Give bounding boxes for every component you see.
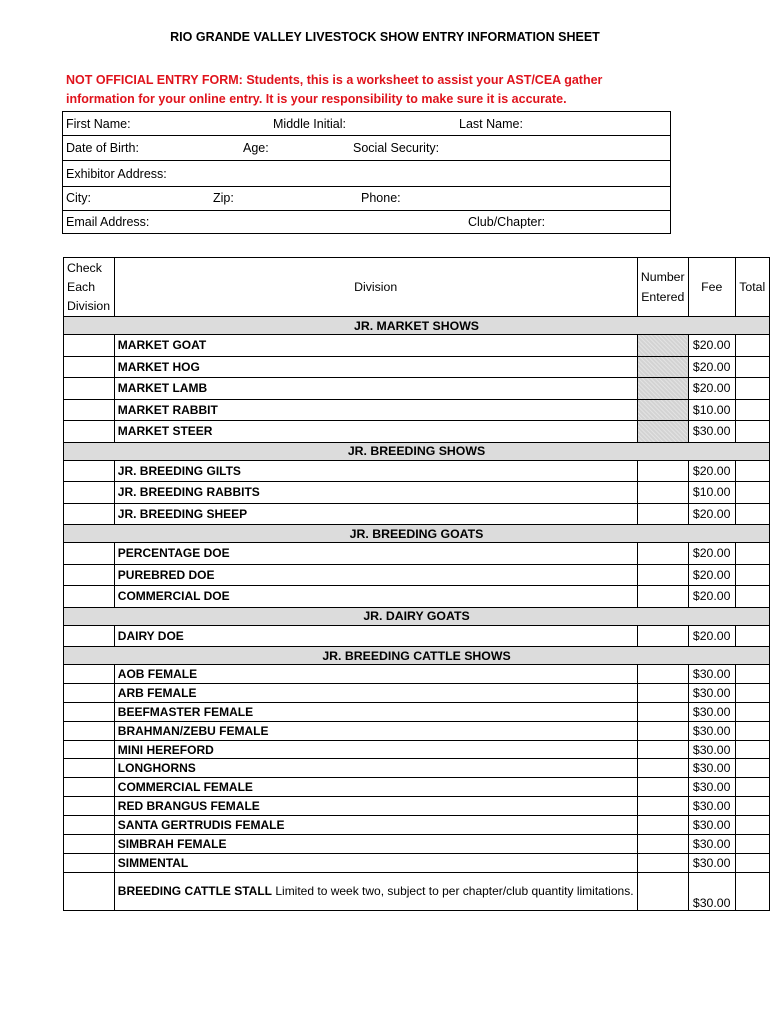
total-cell[interactable] — [735, 740, 770, 759]
division-name: BEEFMASTER FEMALE — [114, 702, 637, 721]
fee-cell: $30.00 — [688, 778, 735, 797]
number-entered-cell[interactable] — [637, 335, 688, 357]
last-name-label: Last Name: — [459, 117, 523, 131]
division-name: JR. BREEDING RABBITS — [114, 482, 637, 504]
total-cell[interactable] — [735, 543, 770, 565]
section-header-row — [64, 442, 770, 460]
division-name: LONGHORNS — [114, 759, 637, 778]
total-cell[interactable] — [735, 778, 770, 797]
first-name-label: First Name: — [66, 117, 131, 131]
section-header-row — [64, 647, 770, 665]
division-name: MARKET GOAT — [114, 335, 637, 357]
table-row — [64, 482, 770, 504]
number-entered-cell[interactable] — [637, 778, 688, 797]
header-check-each-division: Check Each Division — [64, 258, 115, 317]
table-row — [64, 564, 770, 586]
check-cell[interactable] — [64, 853, 115, 872]
fee-cell: $20.00 — [688, 586, 735, 608]
division-entry-table — [63, 257, 770, 911]
check-cell[interactable] — [64, 503, 115, 525]
email-label: Email Address: — [66, 215, 150, 229]
table-row — [64, 853, 770, 872]
fee-cell: $30.00 — [688, 759, 735, 778]
warning-line-1: NOT OFFICIAL ENTRY FORM: Students, this is a worksheet to assist your AST/CEA gather — [66, 73, 603, 87]
check-cell[interactable] — [64, 543, 115, 565]
division-note: Limited to week two, subject to per chapter/club quantity limitations. — [272, 883, 634, 898]
table-row — [64, 702, 770, 721]
check-cell[interactable] — [64, 460, 115, 482]
number-entered-cell[interactable] — [637, 872, 688, 910]
info-row-birth — [63, 136, 670, 161]
table-row — [64, 797, 770, 816]
fee-cell: $20.00 — [688, 564, 735, 586]
check-cell[interactable] — [64, 335, 115, 357]
check-cell[interactable] — [64, 816, 115, 835]
table-row — [64, 378, 770, 400]
division-name: MARKET LAMB — [114, 378, 637, 400]
section-header-row — [64, 607, 770, 625]
fee-cell: $30.00 — [688, 421, 735, 443]
section-title: JR. MARKET SHOWS — [64, 317, 770, 335]
division-name: MARKET RABBIT — [114, 399, 637, 421]
check-cell[interactable] — [64, 625, 115, 647]
total-cell[interactable] — [735, 702, 770, 721]
number-entered-cell[interactable] — [637, 740, 688, 759]
table-row — [64, 721, 770, 740]
header-fee: Fee — [688, 258, 735, 317]
division-name: MARKET STEER — [114, 421, 637, 443]
table-row — [64, 543, 770, 565]
fee-cell: $20.00 — [688, 460, 735, 482]
section-header-row — [64, 525, 770, 543]
fee-cell: $30.00 — [688, 702, 735, 721]
number-entered-cell[interactable] — [637, 460, 688, 482]
fee-cell: $20.00 — [688, 335, 735, 357]
total-cell[interactable] — [735, 586, 770, 608]
total-cell[interactable] — [735, 721, 770, 740]
division-name: PUREBRED DOE — [114, 564, 637, 586]
check-cell[interactable] — [64, 740, 115, 759]
division-name: JR. BREEDING SHEEP — [114, 503, 637, 525]
total-cell[interactable] — [735, 378, 770, 400]
section-title: JR. DAIRY GOATS — [64, 607, 770, 625]
info-row-city — [63, 187, 670, 211]
division-name: JR. BREEDING GILTS — [114, 460, 637, 482]
number-entered-cell[interactable] — [637, 378, 688, 400]
info-row-name — [63, 112, 670, 136]
section-title: JR. BREEDING SHOWS — [64, 442, 770, 460]
table-row — [64, 759, 770, 778]
table-row — [64, 503, 770, 525]
zip-label: Zip: — [213, 191, 234, 205]
division-name: BRAHMAN/ZEBU FEMALE — [114, 721, 637, 740]
total-cell[interactable] — [735, 564, 770, 586]
check-cell[interactable] — [64, 872, 115, 910]
check-cell[interactable] — [64, 356, 115, 378]
fee-cell: $30.00 — [688, 835, 735, 854]
check-cell[interactable] — [64, 421, 115, 443]
total-cell[interactable] — [735, 816, 770, 835]
address-label: Exhibitor Address: — [66, 167, 167, 181]
table-row — [64, 421, 770, 443]
number-entered-cell[interactable] — [637, 399, 688, 421]
ssn-label: Social Security: — [353, 141, 440, 155]
total-cell[interactable] — [735, 503, 770, 525]
warning-line-2: information for your online entry. It is your responsibility to make sure it is accurate. — [66, 92, 567, 106]
exhibitor-info-box — [62, 111, 671, 234]
division-name: RED BRANGUS FEMALE — [114, 797, 637, 816]
division-name: AOB FEMALE — [114, 665, 637, 684]
table-row — [64, 356, 770, 378]
check-cell[interactable] — [64, 665, 115, 684]
fee-cell: $30.00 — [688, 665, 735, 684]
total-cell[interactable] — [735, 797, 770, 816]
fee-cell: $30.00 — [688, 797, 735, 816]
check-cell[interactable] — [64, 759, 115, 778]
total-cell[interactable] — [735, 872, 770, 910]
division-name: DAIRY DOE — [114, 625, 637, 647]
total-cell[interactable] — [735, 482, 770, 504]
number-entered-cell[interactable] — [637, 421, 688, 443]
division-name: PERCENTAGE DOE — [114, 543, 637, 565]
number-entered-cell[interactable] — [637, 586, 688, 608]
club-chapter-label: Club/Chapter: — [468, 215, 546, 229]
division-name: SIMBRAH FEMALE — [114, 835, 637, 854]
number-entered-cell[interactable] — [637, 702, 688, 721]
division-name: ARB FEMALE — [114, 683, 637, 702]
fee-cell: $10.00 — [688, 482, 735, 504]
dob-label: Date of Birth: — [66, 141, 139, 155]
check-cell[interactable] — [64, 683, 115, 702]
check-cell[interactable] — [64, 797, 115, 816]
page-title: RIO GRANDE VALLEY LIVESTOCK SHOW ENTRY INFORMATION SHEET — [170, 30, 600, 44]
phone-label: Phone: — [361, 191, 401, 205]
section-title: JR. BREEDING CATTLE SHOWS — [64, 647, 770, 665]
section-header-row — [64, 317, 770, 335]
fee-cell: $30.00 — [688, 740, 735, 759]
number-entered-cell[interactable] — [637, 503, 688, 525]
city-label: City: — [66, 191, 91, 205]
section-title: JR. BREEDING GOATS — [64, 525, 770, 543]
total-cell[interactable] — [735, 625, 770, 647]
fee-cell: $30.00 — [688, 683, 735, 702]
total-cell[interactable] — [735, 356, 770, 378]
number-entered-cell[interactable] — [637, 835, 688, 854]
header-number-entered: Number Entered — [637, 258, 688, 317]
number-entered-cell[interactable] — [637, 543, 688, 565]
check-cell[interactable] — [64, 378, 115, 400]
total-cell[interactable] — [735, 399, 770, 421]
table-row — [64, 586, 770, 608]
number-entered-cell[interactable] — [637, 564, 688, 586]
check-cell[interactable] — [64, 835, 115, 854]
division-name: SIMMENTAL — [114, 853, 637, 872]
table-header-row — [64, 258, 770, 317]
number-entered-cell[interactable] — [637, 625, 688, 647]
fee-cell: $20.00 — [688, 503, 735, 525]
division-name: COMMERCIAL DOE — [114, 586, 637, 608]
header-division: Division — [114, 258, 637, 317]
check-cell[interactable] — [64, 399, 115, 421]
table-row — [64, 740, 770, 759]
number-entered-cell[interactable] — [637, 665, 688, 684]
fee-cell: $20.00 — [688, 356, 735, 378]
number-entered-cell[interactable] — [637, 797, 688, 816]
table-row — [64, 625, 770, 647]
total-cell[interactable] — [735, 460, 770, 482]
number-entered-cell[interactable] — [637, 759, 688, 778]
check-cell[interactable] — [64, 721, 115, 740]
fee-cell: $20.00 — [688, 378, 735, 400]
check-cell[interactable] — [64, 778, 115, 797]
check-cell[interactable] — [64, 564, 115, 586]
total-cell[interactable] — [735, 835, 770, 854]
info-row-email — [63, 211, 670, 233]
fee-cell: $10.00 — [688, 399, 735, 421]
fee-cell: $20.00 — [688, 625, 735, 647]
fee-cell: $30.00 — [688, 872, 735, 910]
table-row — [64, 835, 770, 854]
check-cell[interactable] — [64, 586, 115, 608]
check-cell[interactable] — [64, 482, 115, 504]
table-row — [64, 399, 770, 421]
division-name: COMMERCIAL FEMALE — [114, 778, 637, 797]
header-total: Total — [735, 258, 770, 317]
total-cell[interactable] — [735, 665, 770, 684]
middle-initial-label: Middle Initial: — [273, 117, 346, 131]
table-row — [64, 872, 770, 910]
fee-cell: $30.00 — [688, 853, 735, 872]
total-cell[interactable] — [735, 683, 770, 702]
number-entered-cell[interactable] — [637, 356, 688, 378]
age-label: Age: — [243, 141, 269, 155]
total-cell[interactable] — [735, 421, 770, 443]
number-entered-cell[interactable] — [637, 816, 688, 835]
division-name: BREEDING CATTLE STALL Limited to week two, subject to per chapter/club quantity limitations. — [114, 872, 637, 910]
table-row — [64, 665, 770, 684]
table-row — [64, 335, 770, 357]
fee-cell: $30.00 — [688, 816, 735, 835]
division-name: MINI HEREFORD — [114, 740, 637, 759]
warning-notice — [66, 71, 666, 109]
check-cell[interactable] — [64, 702, 115, 721]
table-row — [64, 683, 770, 702]
division-name: MARKET HOG — [114, 356, 637, 378]
total-cell[interactable] — [735, 853, 770, 872]
table-row — [64, 816, 770, 835]
division-name: SANTA GERTRUDIS FEMALE — [114, 816, 637, 835]
number-entered-cell[interactable] — [637, 683, 688, 702]
number-entered-cell[interactable] — [637, 482, 688, 504]
fee-cell: $30.00 — [688, 721, 735, 740]
number-entered-cell[interactable] — [637, 853, 688, 872]
total-cell[interactable] — [735, 759, 770, 778]
table-row — [64, 460, 770, 482]
table-row — [64, 778, 770, 797]
info-row-address — [63, 162, 670, 187]
fee-cell: $20.00 — [688, 543, 735, 565]
total-cell[interactable] — [735, 335, 770, 357]
number-entered-cell[interactable] — [637, 721, 688, 740]
